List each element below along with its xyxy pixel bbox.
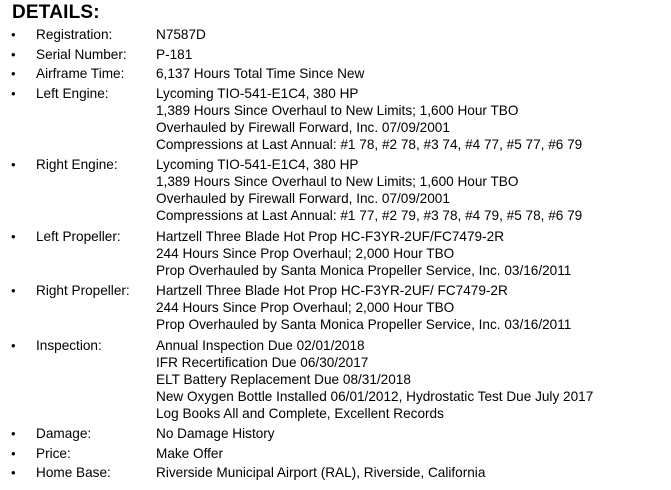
detail-item-left-engine bbox=[0, 85, 671, 153]
detail-item-left-propeller bbox=[0, 228, 671, 279]
detail-item-right-engine bbox=[0, 156, 671, 224]
bullet-icon: • bbox=[11, 228, 16, 244]
detail-item-registration bbox=[0, 26, 671, 43]
detail-value-line: No Damage History bbox=[156, 426, 275, 441]
detail-label: Home Base: bbox=[36, 465, 111, 480]
detail-value-line: P-181 bbox=[156, 46, 193, 62]
detail-value-line: 244 Hours Since Prop Overhaul; 2,000 Hour TBO bbox=[156, 245, 455, 261]
bullet-icon: • bbox=[11, 283, 16, 298]
detail-label: Serial Number: bbox=[36, 46, 127, 62]
detail-value-line: 1,389 Hours Since Overhaul to New Limits; 1,600 Hour TBO bbox=[156, 102, 519, 118]
detail-value-line: Hartzell Three Blade Hot Prop HC-F3YR-2UF/FC7479-2R bbox=[156, 228, 505, 244]
detail-value-line: Lycoming TIO-541-E1C4, 380 HP bbox=[156, 85, 359, 101]
detail-value-line: Overhauled by Firewall Forward, Inc. 07/09/2001 bbox=[156, 119, 450, 135]
detail-item-right-propeller bbox=[0, 282, 671, 333]
bullet-icon: • bbox=[11, 445, 16, 461]
detail-item-home-base bbox=[0, 464, 671, 481]
detail-value-line: Prop Overhauled by Santa Monica Propeller Service, Inc. 03/16/2011 bbox=[156, 317, 572, 332]
detail-value-line: Prop Overhauled by Santa Monica Propeller Service, Inc. 03/16/2011 bbox=[156, 262, 572, 278]
detail-item-damage bbox=[0, 425, 671, 442]
detail-value bbox=[156, 464, 485, 481]
detail-value-line: Lycoming TIO-541-E1C4, 380 HP bbox=[156, 157, 359, 172]
detail-label: Damage: bbox=[36, 426, 92, 441]
detail-label: Right Propeller: bbox=[36, 283, 130, 298]
detail-value-line: ELT Battery Replacement Due 08/31/2018 bbox=[156, 371, 411, 387]
detail-label: Left Engine: bbox=[36, 85, 109, 101]
detail-item-inspection bbox=[0, 337, 671, 422]
detail-value-line: N7587D bbox=[156, 27, 206, 42]
detail-value bbox=[156, 65, 364, 82]
detail-value-line: Log Books All and Complete, Excellent Records bbox=[156, 405, 444, 421]
details-list bbox=[0, 26, 671, 484]
detail-value-line: Make Offer bbox=[156, 445, 223, 461]
details-heading: DETAILS: bbox=[12, 2, 100, 23]
detail-item-serial-number bbox=[0, 46, 671, 63]
bullet-icon: • bbox=[11, 66, 16, 81]
bullet-icon: • bbox=[11, 337, 16, 353]
detail-value-line: Compressions at Last Annual: #1 78, #2 78, #3 74, #4 77, #5 77, #6 79 bbox=[156, 136, 583, 152]
detail-label: Registration: bbox=[36, 27, 113, 42]
bullet-icon: • bbox=[11, 46, 16, 62]
detail-value bbox=[156, 282, 571, 333]
detail-value-line: IFR Recertification Due 06/30/2017 bbox=[156, 354, 369, 370]
detail-value-line: New Oxygen Bottle Installed 06/01/2012, Hydrostatic Test Due July 2017 bbox=[156, 388, 594, 404]
detail-value bbox=[156, 445, 223, 462]
detail-label: Right Engine: bbox=[36, 157, 118, 172]
bullet-icon: • bbox=[11, 465, 16, 480]
detail-label: Left Propeller: bbox=[36, 228, 121, 244]
detail-value-line: Hartzell Three Blade Hot Prop HC-F3YR-2UF/ FC7479-2R bbox=[156, 283, 508, 298]
detail-value-line: 1,389 Hours Since Overhaul to New Limits; 1,600 Hour TBO bbox=[156, 174, 519, 189]
detail-value-line: 244 Hours Since Prop Overhaul; 2,000 Hour TBO bbox=[156, 300, 455, 315]
detail-value-line: Compressions at Last Annual: #1 77, #2 79, #3 78, #4 79, #5 78, #6 79 bbox=[156, 208, 583, 223]
detail-value bbox=[156, 85, 582, 153]
bullet-icon: • bbox=[11, 426, 16, 441]
detail-value-line: Overhauled by Firewall Forward, Inc. 07/09/2001 bbox=[156, 191, 450, 206]
detail-value bbox=[156, 337, 593, 422]
detail-value-line: 6,137 Hours Total Time Since New bbox=[156, 66, 365, 81]
detail-label: Price: bbox=[36, 445, 71, 461]
detail-value-line: Riverside Municipal Airport (RAL), Riverside, California bbox=[156, 465, 486, 480]
detail-value-line: Annual Inspection Due 02/01/2018 bbox=[156, 337, 365, 353]
detail-item-airframe-time bbox=[0, 65, 671, 82]
detail-value bbox=[156, 425, 275, 442]
detail-value bbox=[156, 228, 571, 279]
bullet-icon: • bbox=[11, 85, 16, 101]
detail-value bbox=[156, 26, 206, 43]
detail-label: Inspection: bbox=[36, 337, 102, 353]
bullet-icon: • bbox=[11, 27, 16, 42]
detail-value bbox=[156, 46, 192, 63]
detail-value bbox=[156, 156, 582, 224]
bullet-icon: • bbox=[11, 157, 16, 172]
detail-label: Airframe Time: bbox=[36, 66, 125, 81]
detail-item-price bbox=[0, 445, 671, 462]
